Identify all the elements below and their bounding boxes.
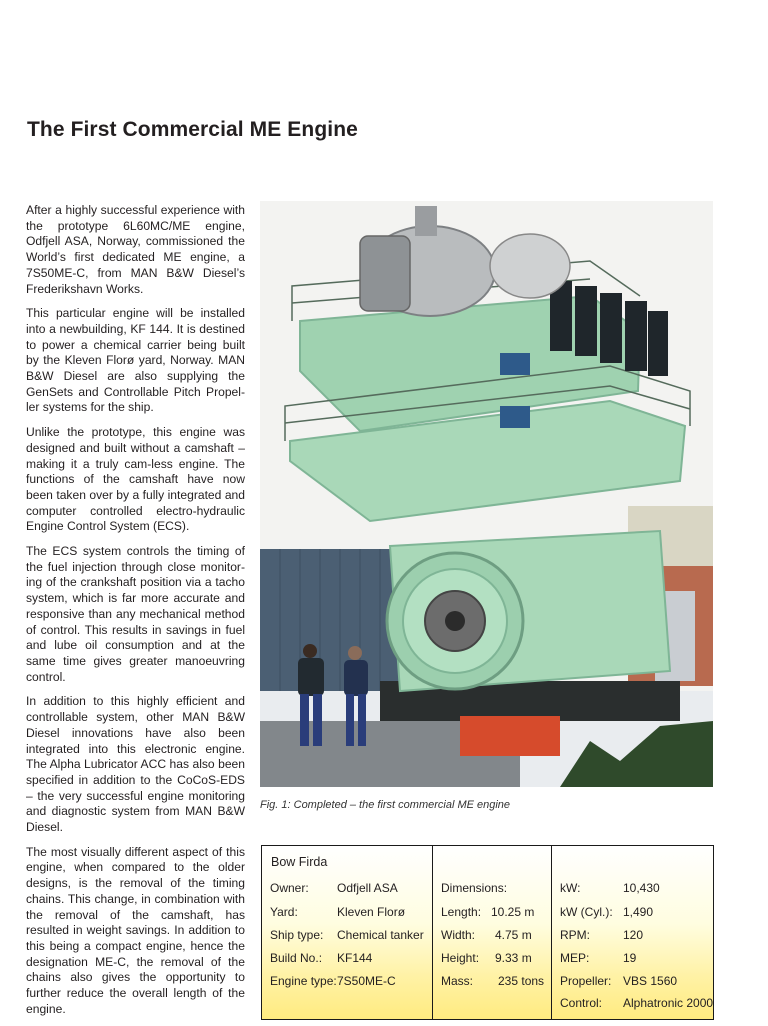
spec-value: 9.33 m xyxy=(495,951,532,965)
spec-label: RPM: xyxy=(560,928,590,942)
spec-value: Odfjell ASA xyxy=(337,881,398,895)
engine-illustration xyxy=(260,201,713,787)
spec-label: Height: xyxy=(441,951,480,965)
control-box xyxy=(500,353,530,375)
spec-value: 4.75 m xyxy=(495,928,532,942)
paragraph-1: After a highly successful experience with the prototype 6L60MC/ME engine, Odfjell ASA, Norway, commissioned the World’s first dedicated ME engine, a 7S50ME-C, from MAN B&W Diesel’s Frederikshavn Works. xyxy=(26,203,245,296)
spec-value: VBS 1560 xyxy=(623,974,678,988)
figure-caption: Fig. 1: Completed – the first commercial ME engine xyxy=(260,799,511,811)
spec-value: 10,430 xyxy=(623,881,660,895)
ship-name: Bow Firda xyxy=(271,855,328,869)
spec-label: Build No.: xyxy=(270,951,323,965)
article-body xyxy=(26,203,245,1026)
column-divider xyxy=(551,846,552,1019)
spec-value: 19 xyxy=(623,951,637,965)
spec-label: Width: xyxy=(441,928,476,942)
spec-label: Yard: xyxy=(270,905,298,919)
paragraph-3: Unlike the prototype, this engine was designed and built without a camshaft – making it a truly cam-less engine. The functions of the camshaft have now been taken over by a fully integrated and computer controlled electro-hydraulic Engine Control System (ECS). xyxy=(26,425,245,534)
spec-table xyxy=(261,845,714,1020)
red-support xyxy=(460,716,560,756)
spec-label: Mass: xyxy=(441,974,474,988)
spec-label: Length: xyxy=(441,905,482,919)
spec-value: 7S50ME-C xyxy=(337,974,396,988)
page-title: The First Commercial ME Engine xyxy=(27,118,358,141)
paragraph-6: The most visually different aspect of this engine, when compared to the older designs, is the removal of the timing chains. This change, in combination with the removal of the camshaft, has resulted in weight savings. In addition to this being a compact engine, hence the designation ME-C, the removal of the chains also gives the opportunity to further reduce the overall length of the engine. xyxy=(26,844,245,1016)
spec-label: Engine type: xyxy=(270,974,337,988)
spec-value: Alphatronic 2000 xyxy=(623,996,714,1010)
spec-label: kW: xyxy=(560,881,581,895)
spec-label: Propeller: xyxy=(560,974,612,988)
dimensions-heading: Dimensions: xyxy=(441,881,508,895)
spec-value: 10.25 m xyxy=(491,905,535,919)
paragraph-4: The ECS system controls the timing of the fuel injection through close monitoring of the crankshaft position via a tacho system, which is far more accurate and responsive than any mechanical method of control. This results in savings in fuel and lube oil consumption and at the same time gives greater manoeuvring control. xyxy=(26,544,245,684)
engine-photo xyxy=(260,201,713,787)
spec-value: Kleven Florø xyxy=(337,905,406,919)
paragraph-2: This particular engine will be installed into a newbuilding, KF 144. It is destined to power a chemical carrier being built by the Kleven Florø yard, Norway. MAN B&W Diesel are also supplying the GenSets and Controllable Pitch Propeller systems for the ship. xyxy=(26,306,245,415)
spec-label: Ship type: xyxy=(270,928,324,942)
spec-label: MEP: xyxy=(560,951,590,965)
spec-value: Chemical tanker xyxy=(337,928,424,942)
spec-label: Owner: xyxy=(270,881,309,895)
spec-value: 120 xyxy=(623,928,644,942)
spec-value: 1,490 xyxy=(623,905,654,919)
spec-label: kW (Cyl.): xyxy=(560,905,613,919)
paragraph-5: In addition to this highly efficient and controllable system, other MAN B&W Diesel innovations have also been integrated into this electronic engine. The Alpha Lubricator ACC has also been specified in addition to the CoCoS-EDS – the very successful engine monitoring and diagnostic system from MAN B&W Diesel. xyxy=(26,694,245,835)
column-divider xyxy=(432,846,433,1019)
spec-value: 235 tons xyxy=(498,974,545,988)
spec-label: Control: xyxy=(560,996,603,1010)
spec-value: KF144 xyxy=(337,951,373,965)
